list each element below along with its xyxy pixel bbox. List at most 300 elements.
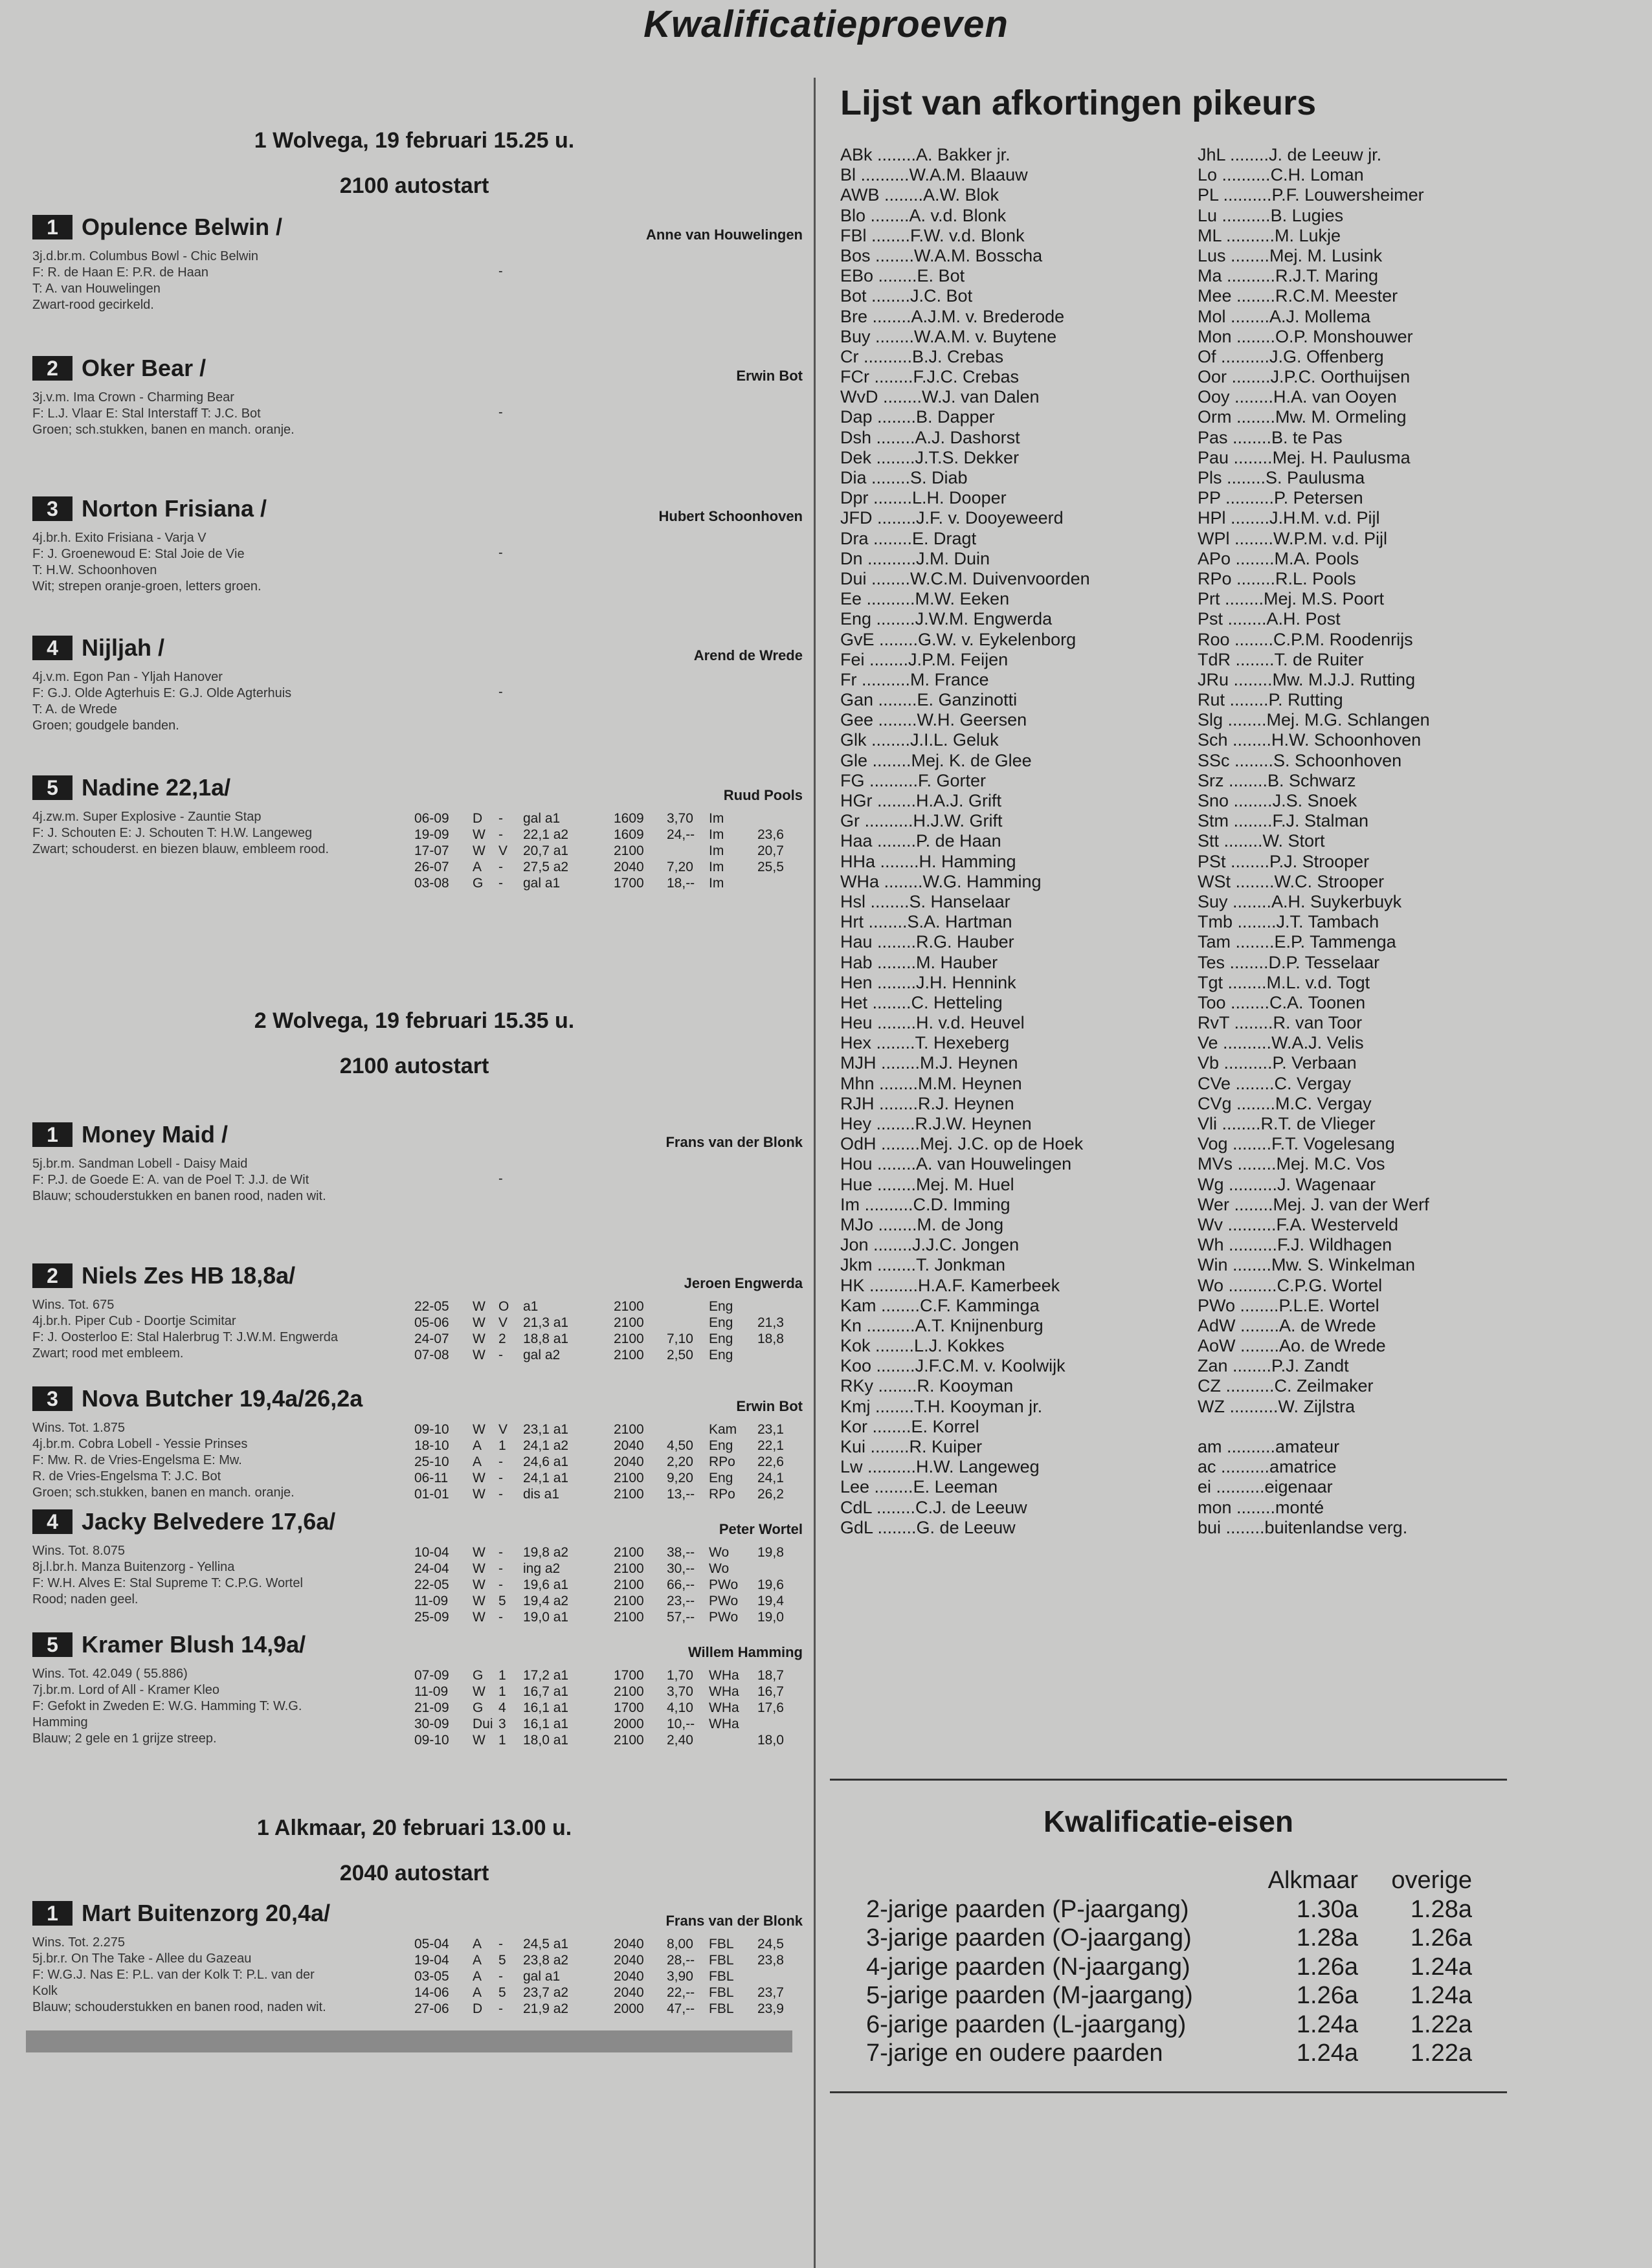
result-cell: 2,50 [667,1348,693,1362]
result-cell: 2 [498,1331,506,1346]
result-cell: - [498,827,503,842]
result-cell: ing a2 [523,1561,561,1576]
result-cell: 21,3 [757,1315,784,1330]
abbreviation-key: JFD ........ [840,508,917,528]
abbreviation-key: ac .......... [1198,1457,1270,1477]
result-cell: 7,10 [667,1331,693,1346]
abbreviation-row [840,206,1090,226]
abbreviation-key: Stm ........ [1198,811,1273,831]
result-cell: 2040 [614,1937,644,1951]
abbreviation-key: PWo ........ [1198,1295,1279,1315]
abbreviation-row [840,1356,1090,1376]
result-cell: 3,70 [667,811,693,826]
abbreviation-row [1198,428,1430,448]
result-cell: Eng [709,1299,733,1314]
abbreviation-row [1198,1175,1430,1195]
abbreviation-value: amatrice [1269,1457,1337,1477]
result-cell: 11-09 [414,1684,449,1699]
abbreviation-row [840,1376,1090,1396]
result-cell: 26,2 [757,1487,784,1502]
abbreviation-row [840,1417,1090,1437]
abbreviation-row [1198,347,1430,367]
result-cell: 1609 [614,827,644,842]
result-cell: 09-10 [414,1422,449,1437]
result-cell: 1,70 [667,1668,693,1683]
result-cell: - [498,811,503,826]
abbreviation-value: J. Wagenaar [1277,1174,1376,1194]
trainer-name: Willem Hamming [687,1644,803,1660]
abbreviation-row [840,266,1090,286]
result-cell: 2100 [614,1487,644,1502]
result-cell: W [473,1315,486,1330]
abbreviation-key: Tes ........ [1198,952,1269,972]
result-cell: - [498,1610,503,1625]
abbreviation-key: CVe ........ [1198,1073,1275,1093]
result-cell: 17,2 a1 [523,1668,569,1683]
abbreviation-key: CdL ........ [840,1497,916,1517]
abbreviation-key: WSt ........ [1198,871,1275,891]
abbreviation-key: Blo ........ [840,205,910,225]
abbreviation-key: Tam ........ [1198,932,1275,952]
start-number: 5 [32,1632,73,1657]
abbreviation-key: Oor ........ [1198,367,1271,387]
abbreviation-value: B. Lugies [1270,205,1344,225]
abbreviation-value: S. Hanselaar [909,891,1010,911]
abbreviation-value: Mw. S. Winkelman [1271,1255,1416,1275]
abbreviation-key: Hrt ........ [840,912,908,932]
abbreviation-value: J.W.M. Engwerda [915,609,1053,629]
result-cell: 13,-- [667,1487,695,1502]
abbreviation-row [840,448,1090,468]
abbreviation-key: Mon ........ [1198,326,1276,346]
result-cell: 19-04 [414,1953,449,1968]
result-cell: 17-07 [414,843,449,858]
abbreviations-list-2 [1198,145,1430,1538]
result-cell: 23,9 [757,2001,784,2016]
result-cell: 23,8 a2 [523,1953,569,1968]
abbreviation-key: Stt ........ [1198,831,1263,851]
result-cell: Dui [473,1717,493,1731]
abbreviation-key: HK .......... [840,1275,919,1295]
abbreviation-row [1198,165,1430,185]
abbreviation-row [1198,387,1430,407]
start-number: 1 [32,1122,73,1147]
abbreviation-row [840,811,1090,831]
horse-header [32,634,809,665]
result-cell: 30,-- [667,1561,695,1576]
horse-header [32,1508,809,1539]
result-cell: 2100 [614,1471,644,1485]
abbreviation-key: Pau ........ [1198,447,1273,467]
other-time: 1.24a [1410,1982,1472,2009]
separator-dash: - [498,264,503,278]
result-cell: 1609 [614,811,644,826]
race-subtitle: 2040 autostart [339,1861,489,1885]
horse-name: Mart Buitenzorg 20,4a/ [82,1900,331,1926]
trainer-name: Anne van Houwelingen [645,227,803,243]
result-cell: 18,0 a1 [523,1733,569,1748]
horse-info [32,1156,395,1205]
abbreviation-row [1198,1356,1430,1376]
abbreviation-key: Dpr ........ [840,488,913,508]
other-time: 1.28a [1410,1895,1472,1923]
abbreviation-value: W.A.J. Velis [1271,1033,1364,1053]
abbreviation-row [1198,589,1430,609]
abbreviation-value: M.J. Heynen [920,1053,1018,1073]
info-line: 3j.d.br.m. Columbus Bowl - Chic Belwin [32,249,259,263]
abbreviation-key: Wh .......... [1198,1235,1278,1255]
result-cell: 18,7 [757,1668,784,1683]
info-line: Hamming [32,1715,88,1729]
abbreviation-value: A.H. Suykerbuyk [1271,891,1402,911]
result-cell: 3,70 [667,1684,693,1699]
result-cell: RPo [709,1487,735,1502]
result-cell: 24-04 [414,1561,449,1576]
abbreviation-value: J.F. v. Dooyeweerd [916,508,1064,528]
result-cell: 1 [498,1733,506,1748]
abbreviation-row [840,710,1090,730]
result-cell: 07-09 [414,1668,449,1683]
abbreviation-row [840,508,1090,528]
abbreviation-row [840,1053,1090,1073]
result-cell: 24,1 [757,1471,784,1485]
info-line: Blauw; schouderstukken en banen rood, naden wit. [32,2000,326,2014]
result-cell: 5 [498,1594,506,1608]
result-cell: 4 [498,1700,506,1715]
abbreviation-row [1198,1094,1430,1114]
abbreviation-value: Mej. J.C. op de Hoek [920,1134,1084,1154]
other-time: 1.22a [1410,2010,1472,2038]
abbreviation-key: PSt ........ [1198,851,1270,871]
result-cell: 2040 [614,1953,644,1968]
abbreviation-key: Jon ........ [840,1235,913,1255]
result-cell: 2100 [614,1610,644,1625]
result-cell: A [473,1454,482,1469]
start-number: 3 [32,496,73,521]
abbreviation-key: Lu .......... [1198,205,1271,225]
result-cell: D [473,811,483,826]
abbreviation-row [1198,1215,1430,1235]
abbreviation-key: Bl .......... [840,165,910,185]
abbreviation-key: GvE ........ [840,629,919,649]
result-cell: 23,7 [757,1985,784,2000]
abbreviation-value: T. Jonkman [916,1255,1006,1275]
abbreviation-value: A.J.M. v. Brederode [911,306,1065,326]
abbreviation-value: C. Hetteling [911,992,1003,1012]
abbreviation-row [840,165,1090,185]
info-line: 3j.v.m. Ima Crown - Charming Bear [32,390,234,405]
abbreviation-key: Tgt ........ [1198,972,1267,992]
result-cell: 2100 [614,1299,644,1314]
abbreviation-value: C.D. Imming [913,1194,1010,1214]
info-line: F: Mw. R. de Vries-Engelsma E: Mw. [32,1453,242,1467]
abbreviation-value: Mej. M.G. Schlangen [1266,710,1430,730]
abbreviation-key: am .......... [1198,1437,1276,1456]
abbreviation-row [1198,953,1430,973]
abbreviation-value: A.J. Dashorst [915,427,1020,447]
abbreviation-key: Pas ........ [1198,427,1272,447]
result-cell: 11-09 [414,1594,449,1608]
result-cell: 19-09 [414,827,449,842]
abbreviation-row [1198,145,1430,165]
abbreviation-row [1198,1235,1430,1255]
abbreviation-key: Hey ........ [840,1114,915,1133]
abbreviation-row [840,1397,1090,1417]
result-cell: - [498,1969,503,1984]
abbreviation-value: C.P.G. Wortel [1277,1275,1383,1295]
abbreviation-row [1198,569,1430,589]
result-cell: 7,20 [667,860,693,874]
abbreviation-row [1198,206,1430,226]
result-cell: 1 [498,1438,506,1453]
requirements-bottom-rule [830,2091,1507,2093]
separator-dash: - [498,685,503,699]
abbreviation-row [840,609,1090,629]
trainer-name: Peter Wortel [719,1521,803,1537]
result-cell: 3 [498,1717,506,1731]
result-cell: - [498,860,503,874]
result-cell: 21-09 [414,1700,449,1715]
abbreviation-value: J.F.C.M. v. Koolwijk [915,1356,1066,1376]
result-cell: gal a1 [523,1969,561,1984]
abbreviation-value: Mej. M. Lusink [1269,245,1383,265]
result-cell: 2100 [614,1315,644,1330]
result-cell: FBL [709,1937,734,1951]
horse-info [32,809,395,858]
abbreviation-value: T. Hexeberg [915,1033,1010,1053]
abbreviation-row [840,953,1090,973]
abbreviation-key: Kn .......... [840,1315,915,1335]
result-cell: 10-04 [414,1545,449,1560]
result-cell: 2100 [614,843,644,858]
result-cell: 24,5 a1 [523,1937,569,1951]
result-cell: 4,10 [667,1700,693,1715]
column-divider [814,78,816,2268]
abbreviation-key: OdH ........ [840,1134,921,1154]
horse-header [32,774,809,805]
abbreviation-row [840,993,1090,1013]
abbreviation-value: H.A. van Ooyen [1273,387,1397,407]
abbreviation-key: Koo ........ [840,1356,915,1376]
horse-info [32,530,395,595]
start-number: 2 [32,1263,73,1288]
result-cell: 23,1 [757,1422,784,1437]
abbreviation-row [1198,307,1430,327]
result-cell: 24,5 [757,1937,784,1951]
result-cell: 19,4 [757,1594,784,1608]
abbreviation-value: M.W. Eeken [915,589,1010,609]
abbreviation-row [840,529,1090,549]
abbreviation-key: Gle ........ [840,750,911,770]
abbreviation-row [1198,973,1430,993]
abbreviation-value: J.T. Tambach [1276,912,1379,932]
abbreviation-key: EBo ........ [840,266,917,286]
abbreviation-row [840,751,1090,771]
abbreviation-key: Bre ........ [840,306,911,326]
result-cell: 19,8 [757,1545,784,1560]
info-line: 4j.br.h. Exito Frisiana - Varja V [32,531,206,545]
abbreviation-value: C.F. Kamminga [920,1295,1040,1315]
abbreviation-row [840,771,1090,791]
result-cell: W [473,1594,486,1608]
abbreviation-value: S.A. Hartman [907,912,1012,932]
info-line: F: G.J. Olde Agterhuis E: G.J. Olde Agterhuis [32,686,292,700]
result-cell: - [498,1561,503,1576]
result-cell: W [473,1733,486,1748]
abbreviation-key: Rut ........ [1198,690,1269,710]
abbreviation-row [1198,327,1430,347]
abbreviation-key: Gr .......... [840,811,913,831]
abbreviation-row [1198,1457,1430,1477]
abbreviation-key: Haa ........ [840,831,917,851]
result-cell: - [498,1487,503,1502]
horse-entry [32,1262,809,1362]
abbreviation-key: Hen ........ [840,972,917,992]
horse-info [32,249,395,313]
abbreviation-key: Dra ........ [840,528,913,548]
abbreviation-row [1198,1437,1430,1457]
info-line: Wins. Tot. 675 [32,1298,115,1312]
info-line: Wins. Tot. 1.875 [32,1421,126,1435]
result-cell: 2100 [614,1684,644,1699]
abbreviation-value: E.P. Tammenga [1274,932,1396,952]
abbreviation-key: RKy ........ [840,1376,917,1396]
horse-info [32,1666,395,1747]
abbreviation-key: Hau ........ [840,932,917,952]
abbreviation-value: A.T. Knijnenburg [915,1315,1044,1335]
abbreviation-value: P.J. Zandt [1271,1356,1349,1376]
abbreviation-row [840,1296,1090,1316]
info-line: 4j.br.h. Piper Cub - Doortje Scimitar [32,1314,236,1328]
info-line: 8j.l.br.h. Manza Buitenzorg - Yellina [32,1560,235,1574]
result-cell: V [498,843,508,858]
result-cell: Eng [709,1315,733,1330]
abbreviation-key: Dek ........ [840,447,915,467]
result-cell: 25-09 [414,1610,449,1625]
abbreviation-value: amateur [1275,1437,1340,1456]
horse-name: Money Maid / [82,1121,229,1148]
abbreviation-key: SSc ........ [1198,750,1274,770]
abbreviation-value: M. de Jong [917,1214,1004,1234]
other-time: 1.22a [1410,2040,1472,2067]
abbreviation-value: M. France [910,669,989,689]
age-class: 7-jarige en oudere paarden [866,2040,1163,2067]
requirements-top-rule [830,1779,1507,1781]
abbreviation-value: R.J. Heynen [918,1093,1014,1113]
separator-dash: - [498,1172,503,1186]
result-cell: 18,8 [757,1331,784,1346]
abbreviation-row [840,1437,1090,1457]
result-cell: FBL [709,1969,734,1984]
separator-dash: - [498,405,503,419]
abbreviation-key: APo ........ [1198,548,1275,568]
abbreviation-key: Lw .......... [840,1457,917,1477]
result-cell: Wo [709,1561,730,1576]
abbreviation-key: Win ........ [1198,1255,1272,1275]
abbreviation-key: Ooy ........ [1198,387,1274,407]
abbreviation-row [840,1094,1090,1114]
age-class: 4-jarige paarden (N-jaargang) [866,1953,1190,1981]
abbreviation-value: W.A.M. Blaauw [909,165,1028,185]
trainer-name: Erwin Bot [736,368,803,384]
result-cell: 2100 [614,1331,644,1346]
info-line: F: J. Schouten E: J. Schouten T: H.W. Langeweg [32,826,313,840]
abbreviation-key: Bos ........ [840,245,915,265]
result-cell: 24,-- [667,827,695,842]
result-cell: 9,20 [667,1471,693,1485]
result-cell: W [473,827,486,842]
result-cell: 22-05 [414,1299,449,1314]
race-title: 1 Wolvega, 19 februari 15.25 u. [254,128,575,153]
abbreviation-row [1198,1477,1430,1497]
result-cell: 25,5 [757,860,784,874]
abbreviation-value: A.H. Post [1266,609,1341,629]
abbreviation-key: Ma .......... [1198,266,1276,286]
result-cell: 05-06 [414,1315,449,1330]
abbreviation-value: P. Petersen [1274,488,1363,508]
info-line: F: P.J. de Goede E: A. van de Poel T: J.J. de Wit [32,1173,309,1187]
trainer-name: Hubert Schoonhoven [658,508,803,524]
result-cell: 16,1 a1 [523,1700,569,1715]
horse-entry [32,1900,809,2016]
abbreviation-value: R.J.T. Maring [1275,266,1379,286]
abbreviation-value: J.T.S. Dekker [915,447,1020,467]
info-line: Wins. Tot. 8.075 [32,1544,126,1558]
separator-dash: - [498,546,503,560]
abbreviations-list-1 [840,145,1090,1538]
horse-name: Kramer Blush 14,9a/ [82,1631,306,1658]
abbreviation-key: Fr .......... [840,669,910,689]
trainer-name: Frans van der Blonk [665,1134,803,1150]
result-cell: Im [709,811,724,826]
abbreviation-key: TdR ........ [1198,649,1275,669]
abbreviation-row [840,1477,1090,1497]
result-cell: - [498,1545,503,1560]
horse-info [32,1935,395,2016]
abbreviation-value: P.J. Strooper [1269,851,1370,871]
result-cell: - [498,1454,503,1469]
abbreviation-key: Hab ........ [840,952,917,972]
result-cell: WHa [709,1684,739,1699]
horse-entry [32,634,809,733]
abbreviation-key: FBl ........ [840,225,911,245]
abbreviation-value: E. Ganzinotti [917,690,1018,710]
result-cell: W [473,843,486,858]
abbreviation-value: F.A. Westerveld [1276,1214,1399,1234]
abbreviation-row [840,367,1090,387]
alkmaar-time: 1.28a [1296,1924,1358,1951]
info-line: 4j.v.m. Egon Pan - Yljah Hanover [32,670,223,684]
abbreviation-row [1198,488,1430,508]
abbreviation-value: M.M. Heynen [918,1073,1022,1093]
result-cell: WHa [709,1700,739,1715]
abbreviation-key: AdW ........ [1198,1315,1280,1335]
abbreviation-key: Slg ........ [1198,710,1267,730]
abbreviation-key: Kor ........ [840,1416,911,1436]
abbreviation-value: Mej. M.S. Poort [1264,589,1385,609]
result-cell: W [473,1545,486,1560]
result-cell: 21,3 a1 [523,1315,569,1330]
horse-name: Nijljah / [82,634,165,661]
abbreviation-value: E. Bot [917,266,965,286]
result-cell: 22-05 [414,1577,449,1592]
abbreviation-value: P.F. Louwersheimer [1271,185,1424,205]
abbreviation-value: R. Kooyman [917,1376,1014,1396]
info-line: F: L.J. Vlaar E: Stal Interstaff T: J.C. Bot [32,406,261,421]
abbreviation-row [840,407,1090,427]
abbreviation-value: J.I.L. Geluk [910,730,999,750]
abbreviation-row [1198,1276,1430,1296]
